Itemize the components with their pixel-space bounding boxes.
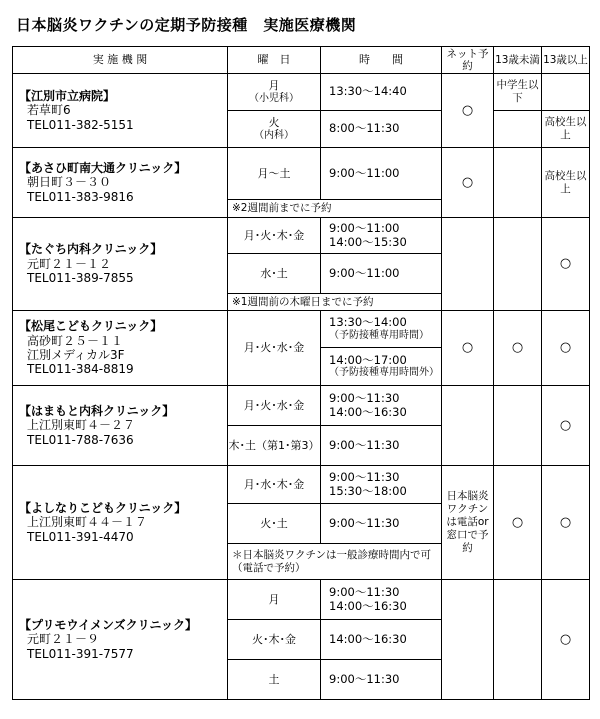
facility-tel: TEL011-383-9816 (27, 189, 134, 204)
header-facility: 実 施 機 関 (13, 47, 228, 74)
facility-address: 上江別東町４４－１７ (27, 515, 148, 530)
net-cell: ○ (442, 74, 494, 148)
facility-name: 【たぐち内科クリニック】 (19, 242, 163, 257)
header-time: 時 間 (321, 47, 442, 74)
facility-tel: TEL011-384-8819 (27, 362, 134, 377)
facility-address: 元町２１－９ (27, 632, 100, 647)
time-text: 9:00～11:30 (329, 390, 400, 405)
facility-name: 【よしなりこどもクリニック】 (19, 500, 187, 515)
time-cell: 9:00～11:30 (321, 426, 442, 466)
time-cell (321, 580, 442, 620)
time-cell (321, 466, 442, 504)
day-cell: 水･土 (228, 254, 321, 294)
time-cell: 9:00～11:00 (321, 148, 442, 200)
day-cell: 月･火･水･金 (228, 311, 321, 386)
facility-name: 【江別市立病院】 (19, 88, 116, 103)
facility-address: 高砂町２５－１１ (27, 333, 124, 348)
facility-cell (13, 311, 228, 386)
over13-cell: ○ (542, 580, 590, 700)
day-sub: （小児科） (249, 92, 299, 104)
facility-tel: TEL011-391-7577 (27, 646, 134, 661)
time-text: 13:30～14:00 (329, 315, 407, 330)
header-over13: 13歳以上 (542, 47, 590, 74)
day-cell: 火･木･金 (228, 620, 321, 660)
facility-cell (13, 74, 228, 148)
under13-cell (494, 218, 542, 311)
facility-cell (13, 466, 228, 580)
facility-address: 江別メディカル3F (27, 348, 125, 362)
day-cell (228, 111, 321, 148)
over13-cell: ○ (542, 466, 590, 580)
time-cell (321, 311, 442, 348)
under13-cell: ○ (494, 466, 542, 580)
time-cell (321, 386, 442, 426)
over13-cell: 高校生以上 (542, 111, 590, 148)
header-row (13, 47, 590, 74)
time-text: 14:00～17:00 (329, 352, 407, 367)
facility-address: 上江別東町４－２７ (27, 418, 136, 433)
time-cell: 9:00～11:00 (321, 254, 442, 294)
time-cell: 13:30～14:40 (321, 74, 442, 111)
facility-name: 【あさひ町南大通クリニック】 (19, 160, 187, 175)
time-text: 9:00～11:30 (329, 584, 400, 599)
time-text: 9:00～11:30 (329, 469, 400, 484)
over13-cell: ○ (542, 311, 590, 386)
day-cell: 木･土（第1･第3） (228, 426, 321, 466)
day-cell: 土 (228, 660, 321, 700)
over13-cell: ○ (542, 386, 590, 466)
facility-table (12, 46, 590, 700)
day-cell: 月～土 (228, 148, 321, 200)
empty-cell (494, 111, 542, 148)
table-row (13, 386, 590, 426)
facility-tel: TEL011-389-7855 (27, 271, 134, 286)
net-cell (442, 218, 494, 311)
time-cell: 9:00～11:30 (321, 660, 442, 700)
table-row (13, 218, 590, 254)
time-cell: 14:00～16:30 (321, 620, 442, 660)
table-row (13, 311, 590, 348)
facility-tel: TEL011-382-5151 (27, 117, 134, 132)
day-text: 火 (268, 116, 280, 130)
facility-cell (13, 218, 228, 311)
time-sub: （予防接種専用時間外） (329, 367, 439, 379)
facility-name: 【プリモウイメンズクリニック】 (19, 617, 197, 632)
facility-cell (13, 386, 228, 466)
time-cell (321, 218, 442, 254)
time-text: 14:00～15:30 (329, 234, 407, 249)
time-text: 9:00～11:00 (329, 220, 400, 235)
table-row (13, 580, 590, 620)
day-cell: 月･火･木･金 (228, 218, 321, 254)
header-under13: 13歳未満 (494, 47, 542, 74)
facility-tel: TEL011-788-7636 (27, 432, 134, 447)
net-cell: ○ (442, 148, 494, 218)
net-note-cell: 日本脳炎ワクチンは電話or窓口で予約 (442, 466, 494, 580)
net-cell: ○ (442, 311, 494, 386)
facility-tel: TEL011-391-4470 (27, 529, 134, 544)
net-cell (442, 580, 494, 700)
facility-name: 【松尾こどもクリニック】 (19, 319, 163, 334)
note-cell: ※2週間前までに予約 (228, 200, 442, 218)
under13-cell (494, 386, 542, 466)
time-cell (321, 348, 442, 386)
under13-cell: ○ (494, 311, 542, 386)
time-text: 14:00～16:30 (329, 598, 407, 613)
facility-cell (13, 580, 228, 700)
day-cell (228, 74, 321, 111)
table-row (13, 74, 590, 111)
page-title: 日本脳炎ワクチンの定期予防接種 実施医療機関 (16, 16, 357, 34)
day-sub: （内科） (254, 129, 294, 141)
day-cell: 月･水･木･金 (228, 466, 321, 504)
facility-cell (13, 148, 228, 218)
note-cell: ※1週間前の木曜日までに予約 (228, 294, 442, 311)
header-net: ネット予約 (442, 47, 494, 74)
over13-cell: ○ (542, 218, 590, 311)
time-sub: （予防接種専用時間） (329, 329, 429, 341)
empty-cell (542, 74, 590, 111)
note-cell: ＊日本脳炎ワクチンは一般診療時間内で可（電話で予約） (228, 544, 442, 580)
table-row (13, 466, 590, 504)
time-cell: 9:00～11:30 (321, 504, 442, 544)
under13-cell (494, 148, 542, 218)
time-text: 15:30～18:00 (329, 483, 407, 498)
time-cell: 8:00～11:30 (321, 111, 442, 148)
facility-address: 若草町6 (27, 103, 71, 118)
over13-cell: 高校生以上 (542, 148, 590, 218)
facility-address: 元町２１－１２ (27, 256, 112, 271)
day-cell: 月･火･水･金 (228, 386, 321, 426)
net-cell (442, 386, 494, 466)
day-cell: 火･土 (228, 504, 321, 544)
day-text: 月 (268, 79, 280, 93)
facility-address: 朝日町３－３０ (27, 175, 112, 190)
header-day: 曜 日 (228, 47, 321, 74)
table-row (13, 148, 590, 200)
time-text: 14:00～16:30 (329, 404, 407, 419)
under13-cell (494, 580, 542, 700)
under13-cell: 中学生以下 (494, 74, 542, 111)
day-cell: 月 (228, 580, 321, 620)
facility-name: 【はまもと内科クリニック】 (19, 403, 175, 418)
